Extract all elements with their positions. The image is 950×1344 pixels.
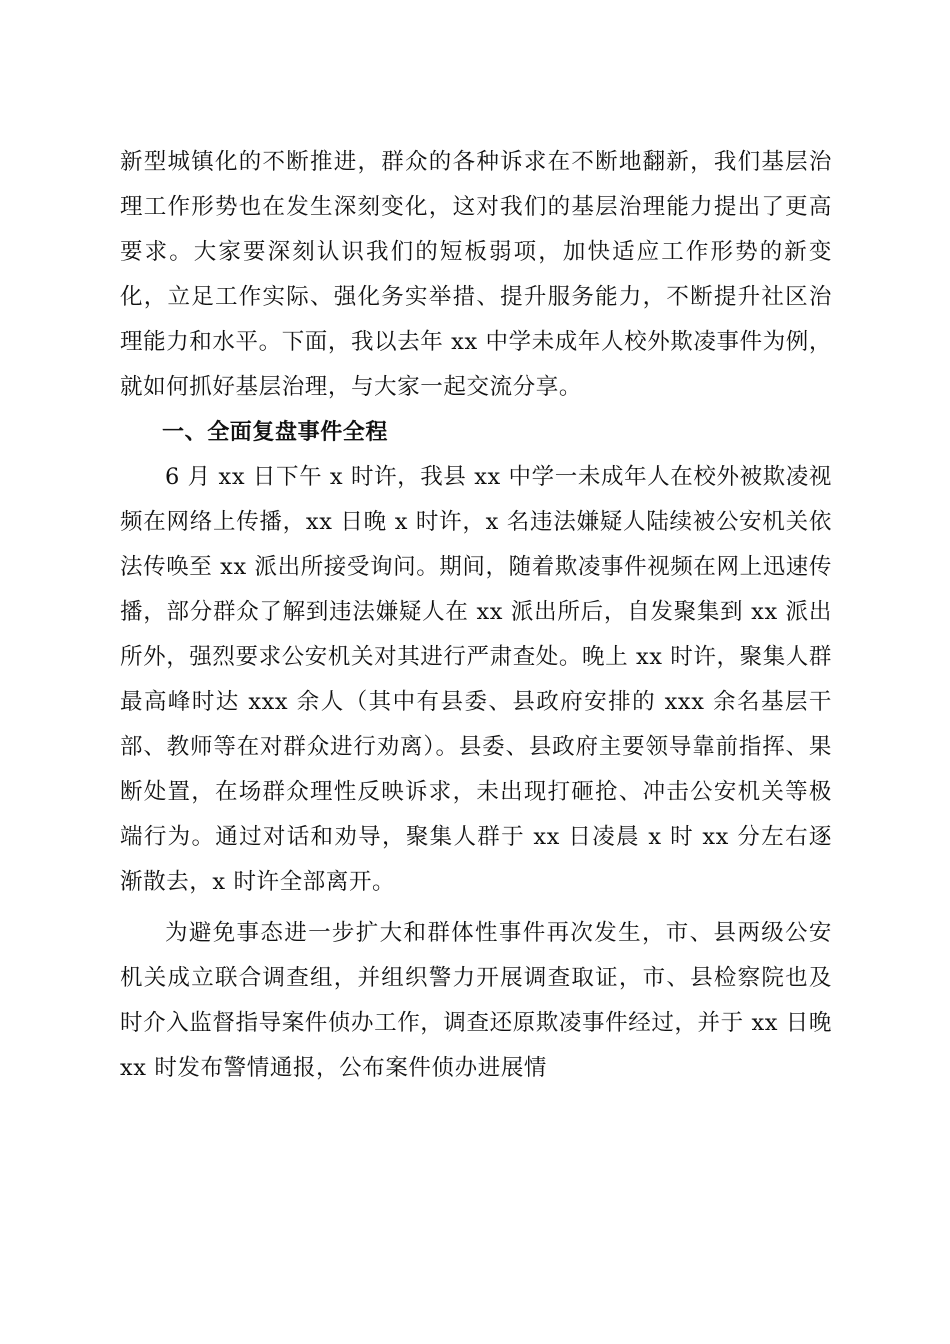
event-paragraph: 6 月 xx 日下午 x 时许，我县 xx 中学一未成年人在校外被欺凌视频在网络上传播，xx 日晚 x 时许，x 名违法嫌疑人陆续被公安机关依法传唤至 xx 派出所接受询问。期间，随着欺凌事件视频在网上迅速传播，部分群众了解到违法嫌疑人在 xx 派出所后，自发聚集到 xx 派出所外，强烈要求公安机关对其进行严肃查处。晚上 xx 时许，聚集人群最高峰时达 xxx 余人（其中有县委、县政府安排的 xxx 余名基层干部、教师等在对群众进行劝离）。县委、县政府主要领导靠前指挥、果断处置，在场群众理性反映诉求，未出现打砸抢、冲击公安机关等极端行为。通过对话和劝导，聚集人群于 xx 日凌晨 x 时 xx 分左右逐渐散去，x 时许全部离开。 [120, 464, 832, 895]
investigation-paragraph: 为避免事态进一步扩大和群体性事件再次发生，市、县两级公安机关成立联合调查组，并组织警力开展调查取证，市、县检察院也及时介入监督指导案件侦办工作，调查还原欺凌事件经过，并于 xx 日晚 xx 时发布警情通报，公布案件侦办进展情 [120, 920, 832, 1081]
document-body [120, 140, 832, 1091]
section-heading: 一、全面复盘事件全程 [162, 420, 389, 445]
intro-paragraph: 新型城镇化的不断推进，群众的各种诉求在不断地翻新，我们基层治理工作形势也在发生深刻变化，这对我们的基层治理能力提出了更高要求。大家要深刻认识我们的短板弱项，加快适应工作形势的新变化，立足工作实际、强化务实举措、提升服务能力，不断提升社区治理能力和水平。下面，我以去年 xx 中学未成年人校外欺凌事件为例，就如何抓好基层治理，与大家一起交流分享。 [120, 149, 832, 400]
